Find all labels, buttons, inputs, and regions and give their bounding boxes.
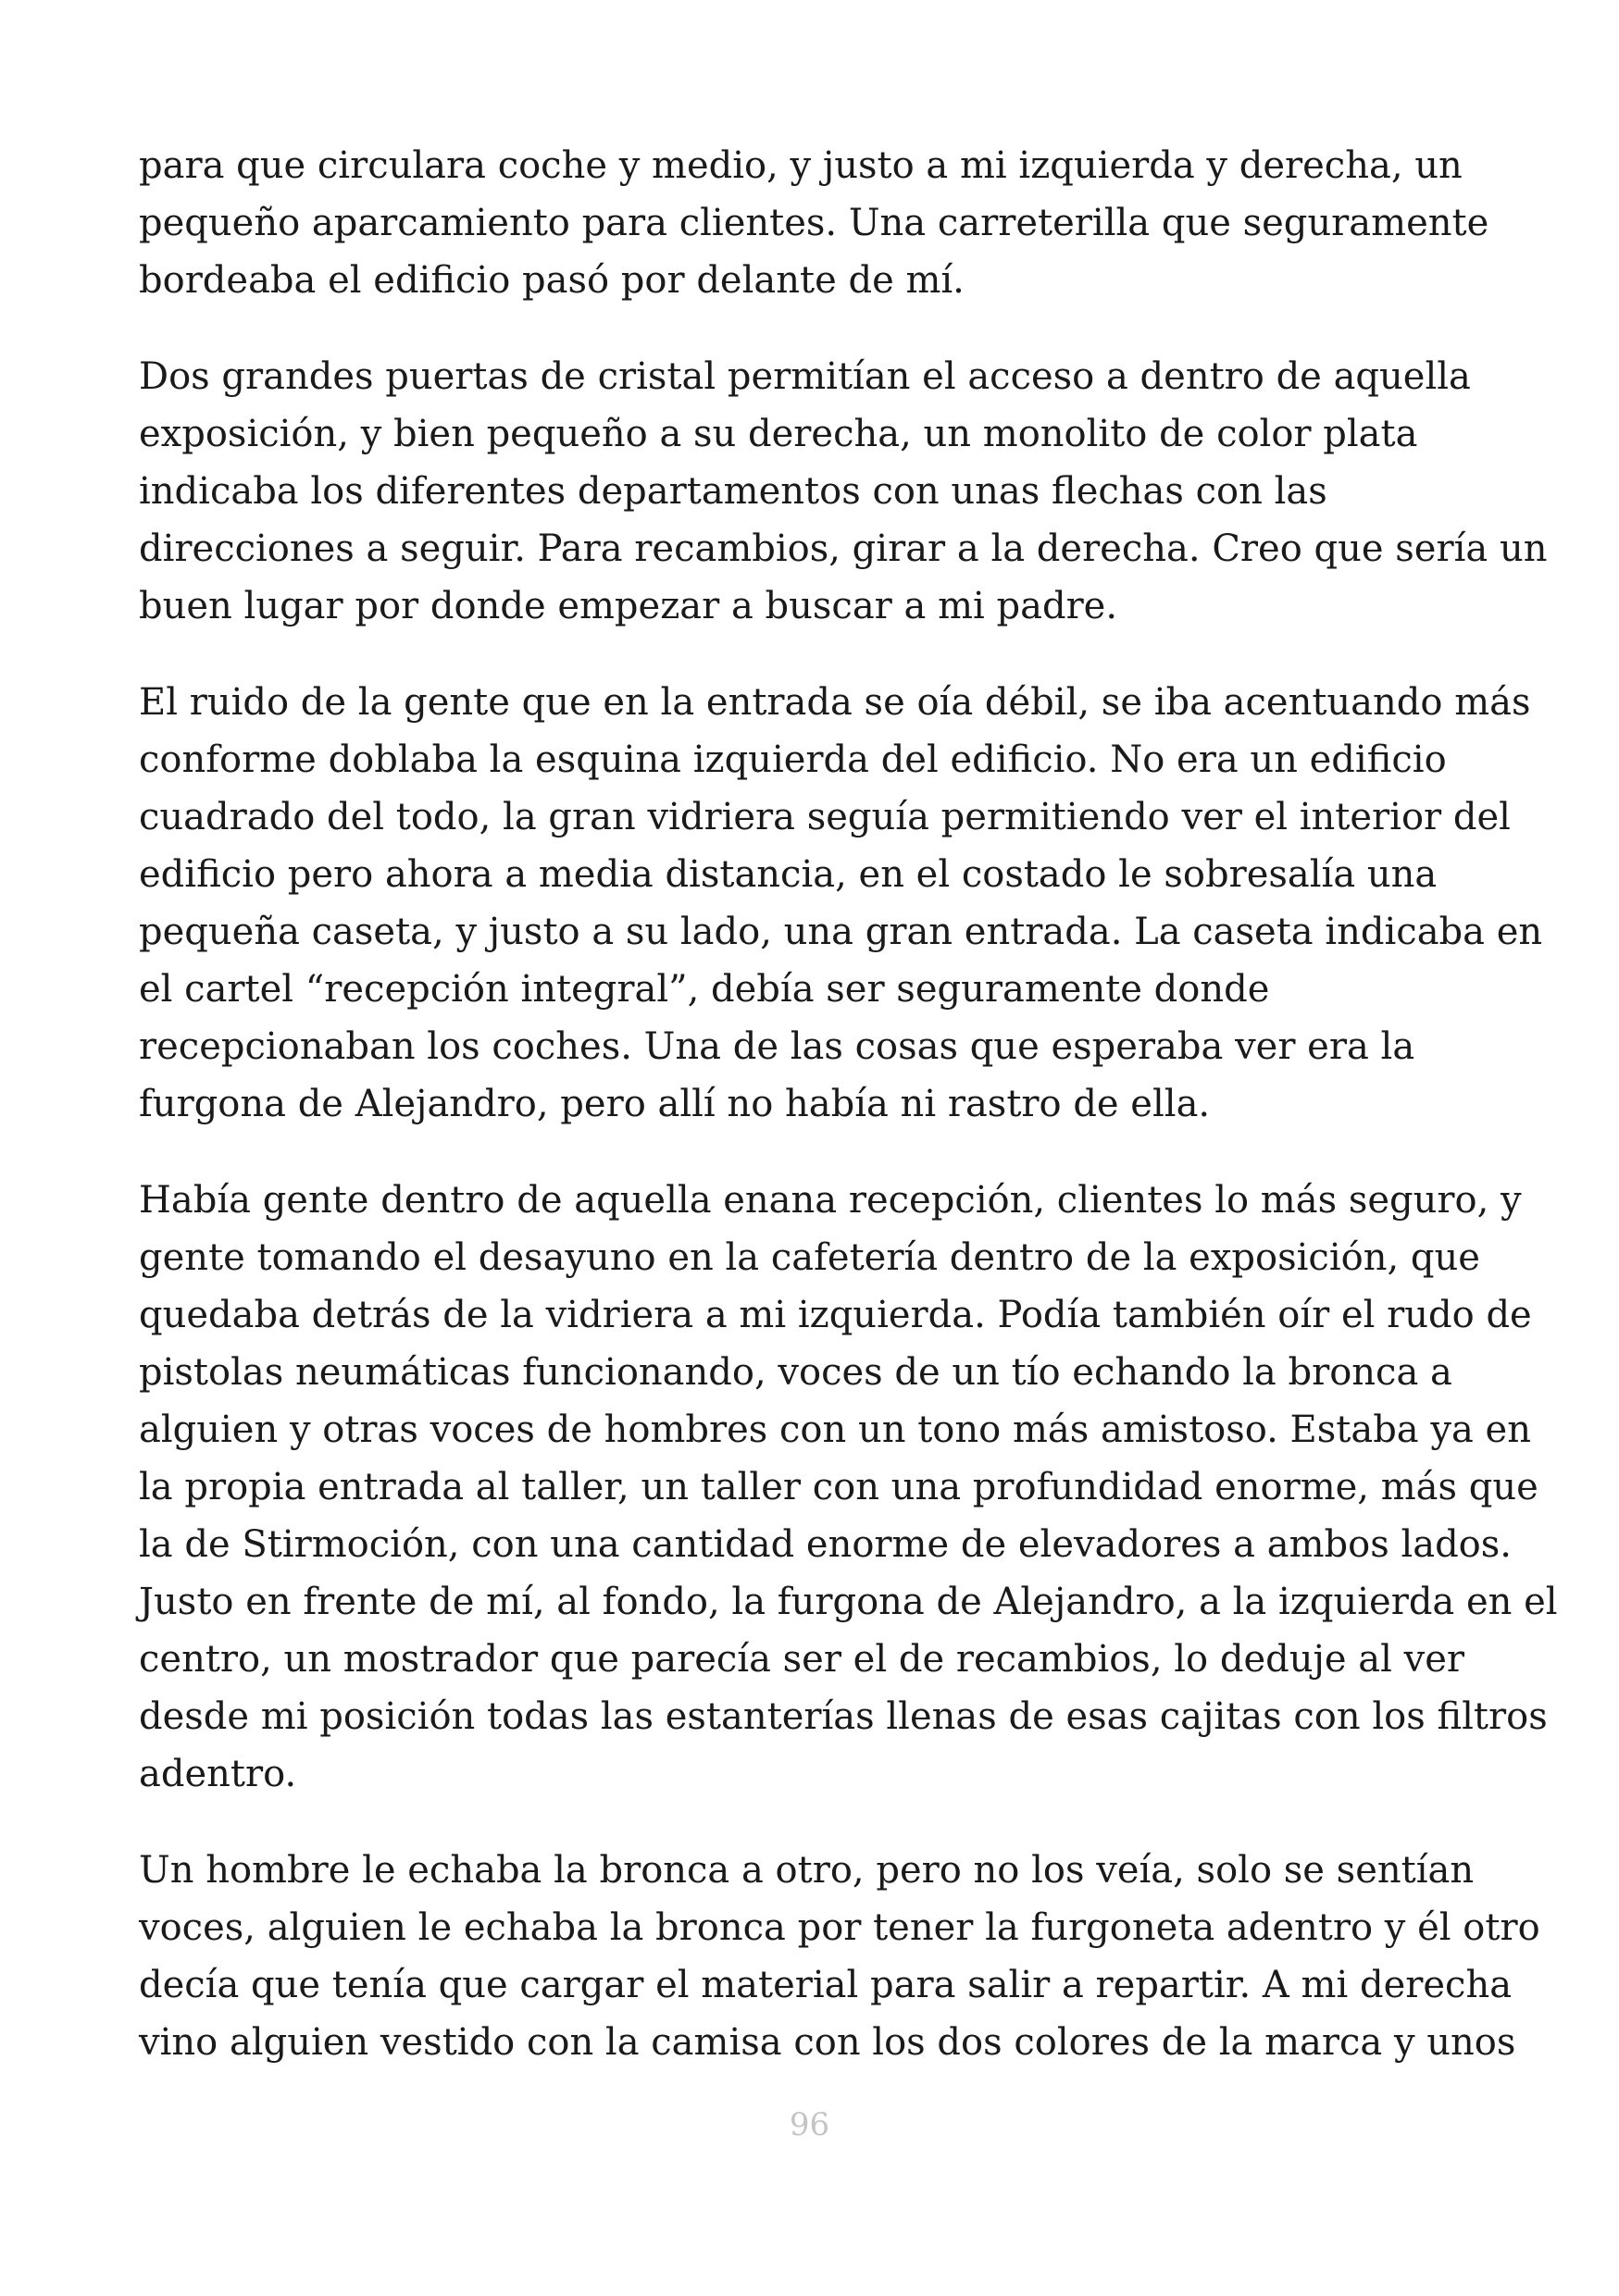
text-line: furgona de Alejandro, pero allí no había ni rastro de ella. [139,1083,1211,1125]
text-line: cuadrado del todo, la gran vidriera seguía permitiendo ver el interior del [139,796,1511,838]
text-line: edificio pero ahora a media distancia, en el costado le sobresalía una [139,853,1438,896]
text-line: el cartel “recepción integral”, debía ser seguramente donde [139,968,1270,1011]
paragraph [139,674,1543,1133]
text-line: vino alguien vestido con la camisa con los dos colores de la marca y unos [139,2021,1516,2064]
text-line: alguien y otras voces de hombres con un tono más amistoso. Estaba ya en [139,1409,1531,1451]
paragraph [139,1842,1540,2071]
text-line: exposición, y bien pequeño a su derecha, un monolito de color plata [139,413,1418,455]
text-line: direcciones a seguir. Para recambios, girar a la derecha. Creo que sería un [139,527,1548,570]
text-line: Justo en frente de mí, al fondo, la furgona de Alejandro, a la izquierda en el [139,1581,1558,1623]
text-line: la de Stirmoción, con una cantidad enorme de elevadores a ambos lados. [139,1523,1513,1566]
paragraph [139,137,1490,309]
text-line: Un hombre le echaba la bronca a otro, pero no los veía, solo se sentían [139,1849,1475,1892]
text-line: la propia entrada al taller, un taller con una profundidad enorme, más que [139,1466,1538,1508]
text-line: decía que tenía que cargar el material para salir a repartir. A mi derecha [139,1964,1513,2006]
text-line: buen lugar por donde empezar a buscar a mi padre. [139,585,1118,627]
body-text [139,137,1558,2110]
paragraph [139,1172,1558,1803]
text-line: conforme doblaba la esquina izquierda del edificio. No era un edificio [139,738,1447,781]
text-line: pequeña caseta, y justo a su lado, una gran entrada. La caseta indicaba en [139,911,1543,953]
text-line: bordeaba el edificio pasó por delante de mí. [139,259,965,302]
text-line: El ruido de la gente que en la entrada se oía débil, se iba acentuando más [139,681,1531,724]
text-line: recepcionaban los coches. Una de las cosas que esperaba ver era la [139,1025,1415,1068]
text-line: pequeño aparcamiento para clientes. Una carreterilla que seguramente [139,202,1489,244]
paragraph [139,348,1548,635]
text-line: voces, alguien le echaba la bronca por tener la furgoneta adentro y él otro [139,1906,1540,1949]
text-line: pistolas neumáticas funcionando, voces de un tío echando la bronca a [139,1351,1452,1394]
text-line: gente tomando el desayuno en la cafetería dentro de la exposición, que [139,1236,1480,1279]
text-line: quedaba detrás de la vidriera a mi izquierda. Podía también oír el rudo de [139,1294,1532,1336]
text-line: centro, un mostrador que parecía ser el de recambios, lo deduje al ver [139,1638,1465,1681]
text-line: desde mi posición todas las estanterías llenas de esas cajitas con los filtros [139,1695,1548,1738]
text-line: indicaba los diferentes departamentos con unas flechas con las [139,470,1327,513]
text-line: adentro. [139,1753,297,1795]
text-line: para que circulara coche y medio, y justo a mi izquierda y derecha, un [139,144,1463,187]
text-line: Había gente dentro de aquella enana recepción, clientes lo más seguro, y [139,1179,1522,1222]
text-line: Dos grandes puertas de cristal permitían el acceso a dentro de aquella [139,355,1471,398]
page-number: 96 [789,2106,830,2143]
